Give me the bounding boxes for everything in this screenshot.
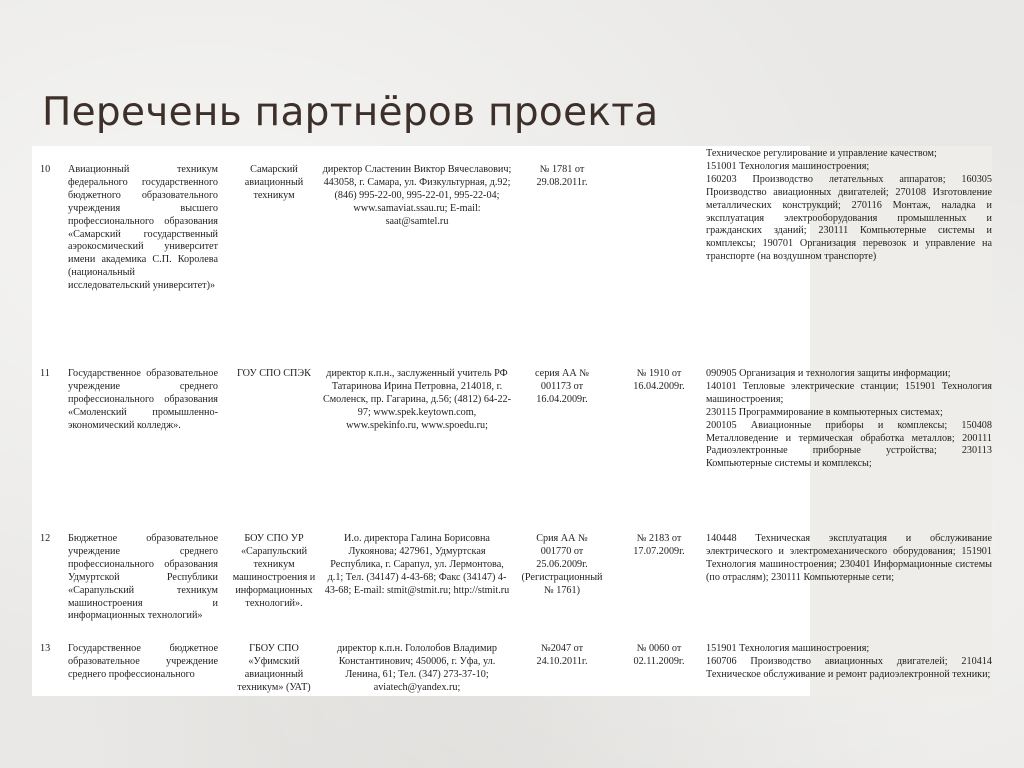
organization-short-name: БОУ СПО УР «Сарапульский техникум машиностроения и информационных технологий». xyxy=(232,533,316,609)
row-number: 13 xyxy=(40,643,51,654)
organization-contact: директор к.п.н., заслуженный учитель РФ Татаринова Ирина Петровна, 214018, г. Смоленск, пр. Гагарина, д.56; (4812) 64-22-97; www.spek.keytown.com, www.spekinfo.ru, www.spoedu.ru; xyxy=(322,368,512,431)
organization-short-name: ГОУ СПО СПЭК xyxy=(237,368,311,379)
specialties-list: 090905 Организация и технология защиты информации; 140101 Тепловые электрические станции; 151901 Технология машиностроения; 230115 Программирование в компьютерных системах; 200105 Авиационные приборы и комплексы; 150408 Металловедение и термическая обработка металлов; 200111 Радиоэлектронные приборные устройства; 230113 Компьютерные системы и комплексы; xyxy=(706,368,992,470)
organization-name: Бюджетное образовательное учреждение среднего профессионального образования Удмуртской Республики «Сарапульский техникум машиностроения и информационных технологий» xyxy=(68,533,218,622)
license-number: № 1781 от 29.08.2011г. xyxy=(536,164,588,188)
partners-table-image xyxy=(32,146,992,696)
accreditation-number: № 1910 от 16.04.2009г. xyxy=(633,368,685,392)
license-number: №2047 от 24.10.2011г. xyxy=(536,643,588,667)
organization-short-name: ГБОУ СПО «Уфимский авиационный техникум» (УАТ) xyxy=(237,643,311,693)
license-number: серия АА № 001173 от 16.04.2009г. xyxy=(535,368,589,405)
row-number: 11 xyxy=(40,368,50,379)
specialties-list: 140448 Техническая эксплуатация и обслуживание электрического и электромеханического оборудования; 151901 Технология машиностроения; 230401 Информационные системы (по отраслям); 230111 Компьютерные сети; xyxy=(706,533,992,583)
specialties-list: Техническое регулирование и управление качеством; 151001 Технология машиностроения; 160203 Производство летательных аппаратов; 160305 Производство авиационных двигателей; 270108 Изготовление металлических конструкций; 270116 Монтаж, наладка и эксплуатация электрооборудования промышленных и гражданских зданий; 230111 Компьютерные системы и комплексы; 190701 Организация перевозок и управление на транспорте (на воздушном транспорте) xyxy=(706,148,992,263)
license-number: Срия АА № 001770 от 25.06.2009г. (Регистрационный № 1761) xyxy=(521,533,603,596)
row-number: 12 xyxy=(40,533,51,544)
slide-title: Перечень партнёров проекта xyxy=(42,90,659,135)
organization-name: Государственное образовательное учреждение среднего профессионального образования «Смоленский промышленно-экономический колледж». xyxy=(68,368,218,431)
row-number: 10 xyxy=(40,164,51,175)
accreditation-number: № 2183 от 17.07.2009г. xyxy=(633,533,685,557)
organization-short-name: Самарский авиационный техникум xyxy=(244,164,304,201)
organization-contact: директор к.п.н. Гололобов Владимир Константинович; 450006, г. Уфа, ул. Ленина, 61; Тел. (347) 273-37-10; aviatech@yandex.ru; xyxy=(337,643,497,693)
accreditation-number: № 0060 от 02.11.2009г. xyxy=(633,643,685,667)
organization-name: Авиационный техникум федерального государственного бюджетного образовательного учреждения высшего профессионального образования «Самарский государственный аэрокосмический университет имени академика С.П. Королева (национальный исследовательский университет)» xyxy=(68,164,218,292)
organization-name: Государственное бюджетное образовательное учреждение среднего профессионального xyxy=(68,643,218,680)
specialties-list: 151901 Технология машиностроения; 160706 Производство авиационных двигателей; 210414 Техническое обслуживание и ремонт радиоэлектронной техники; xyxy=(706,643,992,680)
organization-contact: директор Сластенин Виктор Вячеславович; 443058, г. Самара, ул. Физкультурная, д.92; (846) 995-22-00, 995-22-01, 995-22-04; www.samaviat.ssau.ru; E-mail: saat@samtel.ru xyxy=(322,164,512,227)
organization-contact: И.о. директора Галина Борисовна Лукоянова; 427961, Удмуртская Республика, г. Сарапул, ул. Лермонтова, д.1; Тел. (34147) 4-43-68; Факс (34147) 4-43-68; E-mail: stmit@stmit.ru; http://stmit.ru xyxy=(324,533,510,596)
